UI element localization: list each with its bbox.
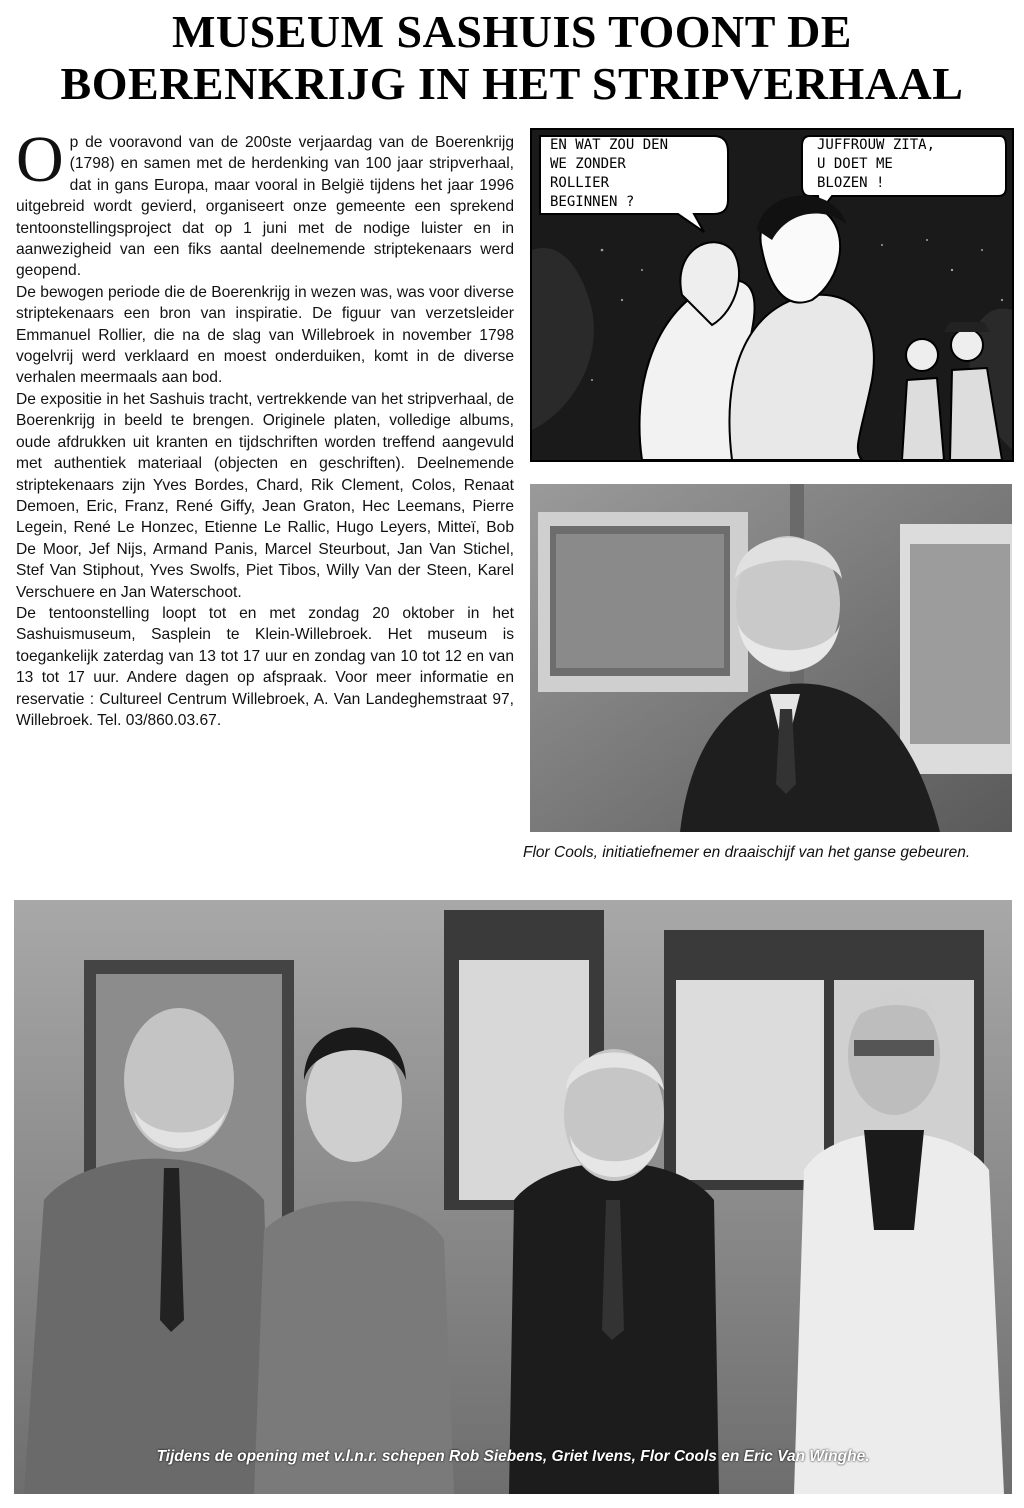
title-line-2: BOERENKRIJG IN HET STRIPVERHAAL [60, 58, 964, 109]
paragraph-4: De tentoonstelling loopt tot en met zondag 20 oktober in het Sashuismuseum, Sasplein te Klein-Willebroek. Het museum is toegankelijk zaterdag van 13 tot 17 uur en zondag van 10 tot 12 en van 13 tot 17 uur. Andere dagen op afspraak. Voor meer informatie en reservatie : Cultureel Centrum Willebroek, A. Van Landeghemstraat 97, Willebroek. Tel. 03/860.03.67. [16, 604, 514, 729]
speech-bubble-left: EN WAT ZOU DEN WE ZONDER ROLLIER BEGINNEN ? [550, 137, 669, 210]
paragraph-2: De bewogen periode die de Boerenkrijg in wezen was, was voor diverse striptekenaars een bron van inspiratie. De figuur van verzetsleider Emmanuel Rollier, die na de slag van Willebroek in november 1798 vogelvrij werd verklaard en moest onderduiken, komt in de diverse verhalen meermaals aan bod. [16, 283, 514, 387]
group-photo [14, 900, 1012, 1494]
portrait-photo [530, 484, 1012, 832]
article-body [16, 123, 514, 731]
drop-cap: O [16, 123, 64, 196]
speech-bubble-right: JUFFROUW ZITA, U DOET ME BLOZEN ! [817, 137, 936, 191]
comic-panel [530, 128, 1014, 462]
portrait-photo-image [530, 484, 1012, 832]
paragraph-1-text: p de vooravond van de 200ste verjaardag van de Boerenkrijg (1798) en samen met de herdenking van 100 jaar stripverhaal, dat in gans Europa, maar vooral in België tijdens het jaar 1996 uitgebreid wordt gevierd, organiseert onze gemeente een sprekend tentoonstellingsproject dat op 1 juni met de nodige luister en in aanwezigheid van een fiks aantal deelnemende striptekenaars werd geopend. [16, 134, 514, 280]
paragraph-1 [16, 123, 514, 282]
paragraph-3: De expositie in het Sashuis tracht, vertrekkende van het stripverhaal, de Boerenkrijg in beeld te brengen. Originele platen, volledige albums, oude afdrukken uit kranten en tijdschriften worden treffend aangevuld met authentiek materiaal (objecten en geschriften). Deelnemende striptekenaars zijn Yves Bordes, Chard, Rik Clement, Colos, Renaat Demoen, Eric, Franz, René Giffy, Jean Graton, Hec Leemans, Pierre Legein, René Le Honzec, Etienne Le Rallic, Hugo Leyers, Mitteï, Bob De Moor, Jef Nijs, Armand Panis, Marcel Steurbout, Jan Van Stichel, Stef Van Stiphout, Yves Swolfs, Piet Tibos, Willy Van der Steen, Karel Verschuere en Jan Waterschoot. [16, 390, 514, 601]
portrait-caption: Flor Cools, initiatiefnemer en draaischijf van het ganse gebeuren. [523, 844, 971, 861]
group-caption: Tijdens de opening met v.l.n.r. schepen Rob Siebens, Griet Ivens, Flor Cools en Eric Van Winghe. [156, 1448, 870, 1465]
title-line-1: MUSEUM SASHUIS TOONT DE [172, 6, 852, 57]
group-photo-image [14, 900, 1012, 1494]
article-title [0, 6, 1024, 110]
